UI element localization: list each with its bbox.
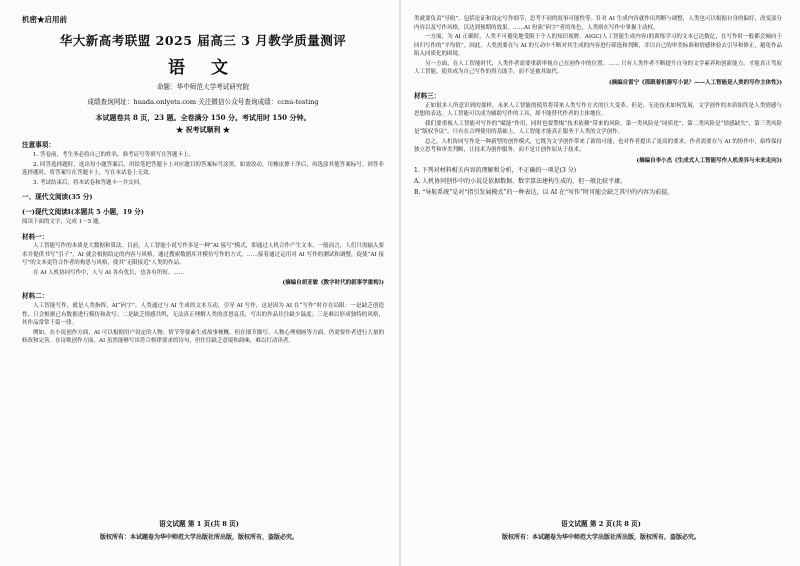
- exam-info-line: 本试题卷共 8 页，23 题。全卷满分 150 分。考试用时 150 分钟。: [95, 112, 311, 122]
- exam-title: 华大新高考联盟 2025 届高三 3 月教学质量测评: [59, 33, 347, 48]
- notice-item: 1. 答卷前，考生务必将自己的姓名、准考证号等填写在答题卡上。: [33, 152, 194, 159]
- material-2-source: (摘编自雷宁《那跟着机器写小说？——人工智能是人类的写作主体性》): [609, 79, 782, 86]
- material-1-paragraph: 人工智能写作的本质是大数据和算法。目前，人工智能小说写作多是一种“AI 接写”模式，即通过人机合作产生文本。一般而言，人们只需输入要求并提供书写“引子”，AI 就会根据给定的内容与风格，通过搜索数据库并模仿写作的方式，……接着通过运用对 AI 写作的测试和调整，促使“AI 接写”的文本更符合作者的构思与风格，使其“无限接近”人类的作品。: [22, 243, 384, 267]
- question-1-stem: 1. 下列对材料相关内容的理解和分析，不正确的一项是(3 分): [414, 166, 577, 174]
- notice-title: 注意事项：: [22, 141, 55, 150]
- material-1-title: 材料一：: [22, 232, 49, 241]
- copyright-notice: 版权所有：本试题卷为华中师范大学出版社所出版，版权所有，盗版必究。: [99, 534, 298, 541]
- material-2-title: 材料二：: [22, 292, 49, 301]
- copyright-notice: 版权所有：本试题卷为华中师范大学出版社所出版，版权所有，盗版必究。: [501, 534, 700, 541]
- confidential-label: 机密★启用前: [22, 15, 67, 24]
- reading-instruction: 阅读下面的文字，完成 1～5 题。: [22, 219, 104, 226]
- material-1-source: (摘编自胡亚敏《数字时代的叙事学重构》): [282, 280, 384, 287]
- material-2-paragraph: 人工智能写作，就是人类指挥，AI“码字”。人类通过与 AI 生成的文本互动，引导 AI 写作，这是因为 AI 在“写作”时存在局限：一是缺乏创造性，只会根据已有数据进行模仿和改写；二是缺乏情感共鸣，无法真正理解人类的喜怒哀乐，写出的作品往往缺少温度；三是难以形成独特的风格，其作品常常千篇一律。: [22, 303, 384, 327]
- material-2-paragraph: 另一方面，在人工智能时代，人类作者需要重新审视自己在创作中的位置。…… 只有人类作者不断提升自身的文学素养和创新能力，才能真正驾驭人工智能，使其成为自己写作的得力助手，而不是被其取代。: [414, 60, 782, 76]
- material-1-paragraph: 在 AI 人机协同写作中，人与 AI 各有优长，也各有所短。……: [33, 269, 185, 276]
- good-luck-line: ★ 祝考试顺利 ★: [176, 125, 230, 135]
- material-2-paragraph: 一方面，为 AI 正确时，人类不可避免地受限于个人的知识视野。AIGC(人工智能生成内容)的训练学习的文本已达数亿，在写作时一般都会倾向于回归写作的“平均值”。因此，人类需要在与 AI 的互动中不断对其生成的内容进行筛选和判断，并以自己的审美标准和情感体验去引导和修正，避免作品陷入同质化的困境。: [414, 34, 782, 58]
- notice-item: 3. 考试结束后，将本试卷和答题卡一并交回。: [33, 179, 145, 186]
- material-3-source: (摘编自李小杰《生成式人工智能写作人机差异与未来走向》): [636, 157, 782, 164]
- subsection-heading: (一)现代文阅读Ⅰ(本题共 5 小题，19 分): [22, 208, 144, 217]
- organizer-line: 命题：华中师范大学考试研究院: [156, 83, 250, 91]
- page-number: 语文试题 第 2 页(共 8 页): [561, 520, 641, 528]
- page-fold-divider: [399, 0, 401, 566]
- material-2-paragraph: 例如，在小说创作方面，AI 可以根据用户设定的人物、情节等要素生成故事梗概，但在细节描写、人物心理刻画等方面，仍需要作者进行大量的修改和完善。在诗歌创作方面，AI 虽然能够写出符合格律要求的诗句，但往往缺乏意境和韵味，难以打动读者。: [22, 329, 384, 345]
- section-heading: 一、现代文阅读(35 分): [22, 193, 93, 202]
- subject-heading: 语 文: [168, 58, 238, 78]
- question-1-option-b: B. “导航系统”是对“指引发展模式”的一种表达，以 AI 在“写作”时可能会缺乏其中的内容为前提。: [414, 188, 674, 196]
- question-1-option-a: A. 人机协同创作中的小说是依据数据、数字算法建构生成的，但一般比较平庸。: [414, 177, 627, 185]
- material-3-paragraph: 正如很多人所意识到的那样，未来人工智能的使用将带来人类写作方式的巨大变革。但是，无论技术如何发展，文学创作的本质始终是人类情感与思想的表达。人工智能可以成为辅助写作的工具，却不能替代作者的主体地位。: [414, 102, 782, 118]
- exam-page-2: [402, 0, 800, 566]
- material-3-title: 材料三：: [414, 91, 441, 100]
- website-line: 成绩查询网址：huada.onlyets.com 关注微信公众号查询成绩：ccnu-testing: [87, 97, 319, 106]
- material-3-paragraph: 总之，人机协同写作是一种新型的创作模式，它既为文学创作带来了新的可能，也对作者提出了更高的要求。作者需要在与 AI 的协作中，始终保持独立思考和审美判断，让技术为创作服务，而不是让创作屈从于技术。: [414, 138, 782, 154]
- page-number: 语文试题 第 1 页(共 8 页): [159, 520, 239, 528]
- material-3-paragraph: 我们要重视人工智能对写作的“赋能”作用，同时也要警惕“技术依赖”带来的风险。第一类风险是“同质化”，第二类风险是“情感缺失”，第三类风险是“版权争议”。只有在合理使用的基础上，人工智能才能真正服务于人类的文学创作。: [414, 120, 782, 136]
- exam-page-1: [0, 0, 398, 566]
- notice-item: 2. 回答选择题时，选出每小题答案后，用铅笔把答题卡上对应题目的答案标号涂黑。如需改动，用橡皮擦干净后，再选涂其他答案标号。回答非选择题时，将答案写在答题卡上，写在本试卷上无效。: [22, 161, 384, 177]
- material-2-paragraph: 类就要负责“导航”。包括论证和设定写作细节，思考不同的叙事可能性等。针对 AI 生成内容就作出判断与调整，人类也可以根据自身的偏好，改变部分内容以及写作风格，以达到预期的效果。……AI 扮演“码字”者的角色，人类则在写作中掌握主动权。: [414, 16, 782, 31]
